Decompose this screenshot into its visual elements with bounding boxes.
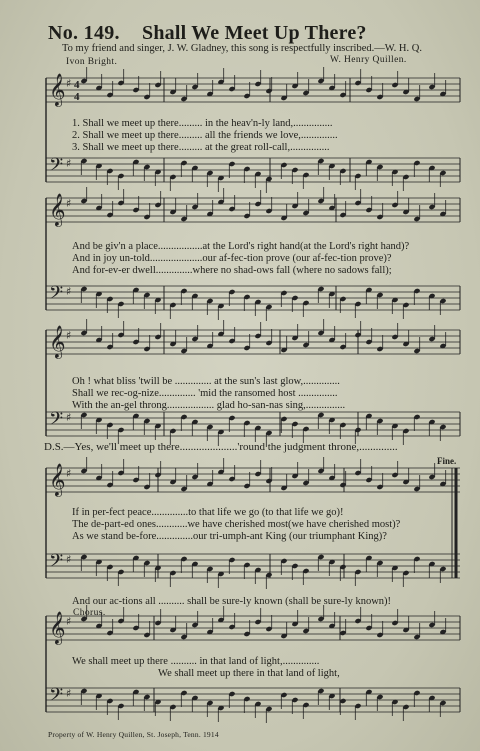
treble-clef-icon: 𝄞 bbox=[49, 193, 66, 226]
sharp-icon: ♯ bbox=[66, 615, 72, 628]
fine-marking: Fine. bbox=[437, 456, 457, 466]
hymn-number: No. 149. bbox=[48, 22, 120, 44]
sharp-icon: ♯ bbox=[66, 77, 72, 90]
bass-clef-icon: 𝄢 bbox=[49, 409, 64, 434]
verse-3-line-1: 3. Shall we meet up there......... at the great roll-call,............... bbox=[72, 142, 330, 153]
sharp-icon: ♯ bbox=[66, 553, 72, 566]
verse-2-line-1: 2. Shall we meet up there......... all the friends we love,.............. bbox=[72, 130, 338, 141]
bass-clef-icon: 𝄢 bbox=[49, 551, 64, 576]
sharp-icon: ♯ bbox=[66, 329, 72, 342]
sharp-icon: ♯ bbox=[66, 197, 72, 210]
copyright-footer: Property of W. Henry Quillen, St. Joseph, Tenn. 1914 bbox=[48, 730, 219, 739]
chorus-preline: And our ac-tions all .......... shall be sure-ly known (shall be sure-ly known)! bbox=[72, 596, 392, 607]
verse-3-line-4: As we stand be-fore..............our tri-umph-ant King (our triumphant King)? bbox=[72, 531, 387, 542]
time-signature-bottom: 4 bbox=[74, 91, 80, 103]
sharp-icon: ♯ bbox=[66, 687, 72, 700]
time-signature-top: 4 bbox=[74, 79, 80, 91]
bass-clef-icon: 𝄢 bbox=[49, 685, 64, 710]
chorus-label: Chorus. bbox=[73, 608, 106, 618]
chorus-line-1: We shall meet up there .......... in that land of light,.............. bbox=[72, 656, 320, 667]
sharp-icon: ♯ bbox=[66, 467, 72, 480]
treble-clef-icon: 𝄞 bbox=[49, 325, 66, 358]
treble-clef-icon: 𝄞 bbox=[49, 611, 66, 644]
treble-clef-icon: 𝄞 bbox=[49, 463, 66, 496]
sharp-icon: ♯ bbox=[66, 411, 72, 424]
ds-line: D.S.—Yes, we'll meet up there.....................'round the judgment throne,.............. bbox=[44, 441, 398, 453]
treble-clef-icon: 𝄞 bbox=[49, 73, 66, 106]
bass-clef-icon: 𝄢 bbox=[49, 155, 64, 180]
hymn-title: Shall We Meet Up There? bbox=[142, 22, 367, 44]
dedication: To my friend and singer, J. W. Gladney, this song is respectfully inscribed.—W. H. Q. bbox=[62, 43, 422, 54]
verse-1-line-2: And be giv'n a place.................at the Lord's right hand(at the Lord's right hand)? bbox=[72, 241, 410, 252]
verse-2-line-2: And in joy un-told....................our af-fec-tion prove (our af-fec-tion prove)? bbox=[72, 253, 392, 264]
sharp-icon: ♯ bbox=[66, 285, 72, 298]
bass-clef-icon: 𝄢 bbox=[49, 283, 64, 308]
verse-2-line-4: The de-part-ed ones............we have cherished most(we have cherished most)? bbox=[72, 519, 401, 530]
verse-1-line-1: 1. Shall we meet up there......... in the heav'n-ly land,............... bbox=[72, 118, 333, 129]
chorus-line-2: We shall meet up there in that land of light, bbox=[158, 668, 340, 679]
verse-1-line-3: Oh ! what bliss 'twill be .............. at the sun's last glow,.............. bbox=[72, 376, 340, 387]
verse-1-line-4: If in per-fect peace..............to that life we go (to that life we go)! bbox=[72, 507, 344, 518]
sharp-icon: ♯ bbox=[66, 157, 72, 170]
composer-credit: W. Henry Quillen. bbox=[330, 55, 407, 65]
verse-3-line-2: And for-ev-er dwell..............where no shad-ows fall (where no sadows fall); bbox=[72, 265, 392, 276]
lyricist-credit: Ivon Bright. bbox=[66, 57, 118, 67]
verse-3-line-3: With the an-gel throng.................. glad ho-san-nas sing,............... bbox=[72, 400, 346, 411]
verse-2-line-3: Shall we rec-og-nize.............. 'mid the ransomed host ............... bbox=[72, 388, 338, 399]
